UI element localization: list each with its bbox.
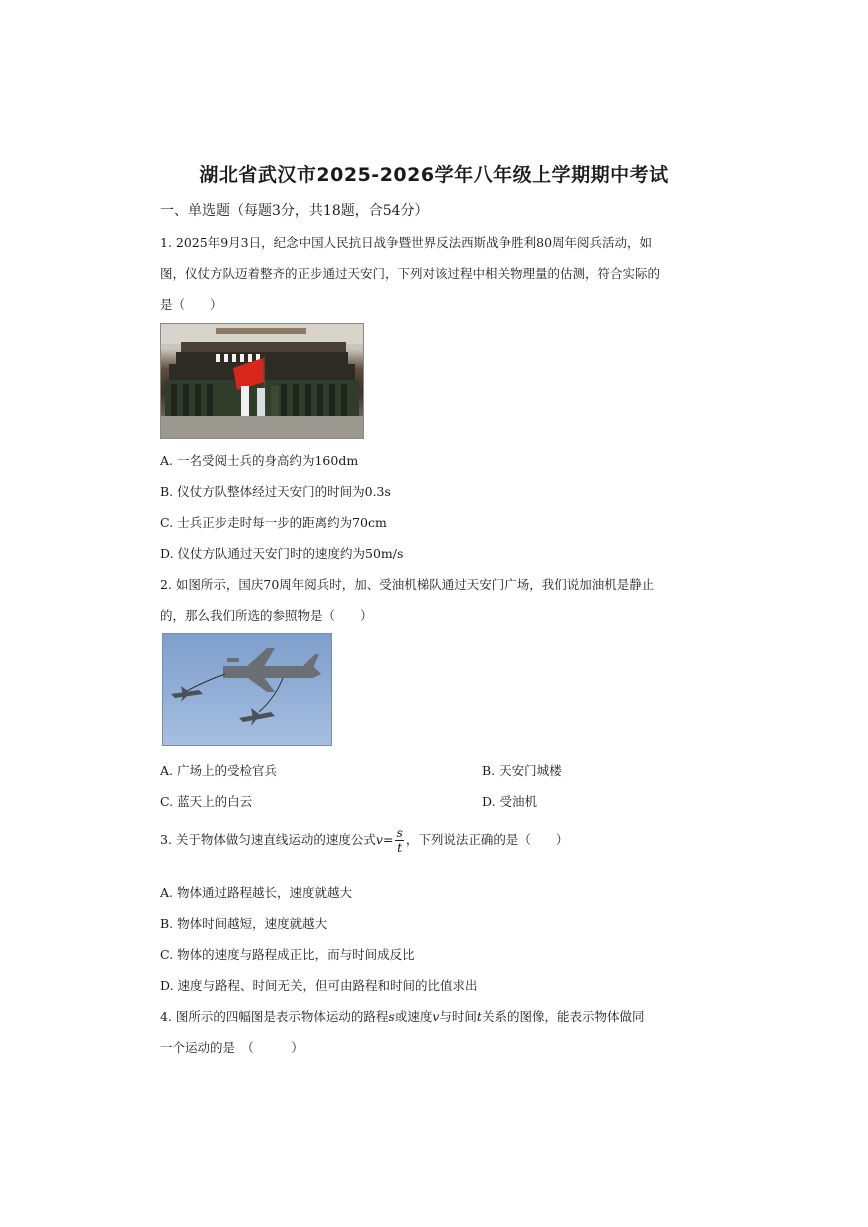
q2-option-a: A. 广场上的受检官兵 [160, 763, 277, 778]
q4-var-v: v [432, 1009, 440, 1024]
q1-line-3: 是（ ） [160, 297, 223, 312]
q1-option-b: B. 仪仗方队整体经过天安门的时间为0.3s [160, 484, 391, 499]
q4-text-b: 或速度 [394, 1009, 433, 1024]
q3-fraction [395, 826, 403, 855]
q1-line-1: 1. 2025年9月3日，纪念中国人民抗日战争暨世界反法西斯战争胜利80周年阅兵活动，如 [160, 235, 653, 250]
q3-denominator: t [397, 840, 403, 855]
q3-equals: = [382, 832, 394, 847]
q3-option-d: D. 速度与路程、时间无关，但可由路程和时间的比值求出 [160, 978, 478, 993]
q4-text-a: 4. 图所示的四幅图是表示物体运动的路程 [160, 1009, 389, 1024]
parade-photo [160, 323, 364, 439]
q4-line-2: 一个运动的是 （ ） [160, 1040, 304, 1055]
q4-text-c: 与时间 [439, 1009, 477, 1024]
q4-line-1 [160, 1007, 644, 1025]
q1-line-2: 图，仪仗方队迈着整齐的正步通过天安门，下列对该过程中相关物理量的估测，符合实际的 [160, 266, 661, 281]
q3-option-b: B. 物体时间越短，速度就越大 [160, 916, 328, 931]
q1-option-a: A. 一名受阅士兵的身高约为160dm [160, 453, 359, 468]
q3-option-c: C. 物体的速度与路程成正比，而与时间成反比 [160, 947, 415, 962]
q3-numerator: s [396, 825, 403, 840]
q1-option-c: C. 士兵正步走时每一步的距离约为70cm [160, 515, 387, 530]
q2-line-1: 2. 如图所示，国庆70周年阅兵时，加、受油机梯队通过天安门广场，我们说加油机是静止 [160, 577, 655, 592]
section-heading: 一、单选题（每题3分，共18题，合54分） [160, 203, 429, 219]
q2-option-b: B. 天安门城楼 [482, 763, 562, 778]
q4-var-t: t [476, 1009, 482, 1024]
refueling-photo [162, 633, 332, 746]
q3-suffix: ，下列说法正确的是（ ） [405, 832, 569, 847]
q2-option-d: D. 受油机 [482, 794, 538, 809]
exam-title: 湖北省武汉市2025-2026学年八年级上学期期中考试 [199, 164, 669, 186]
q4-text-d: 关系的图像，能表示物体做同 [481, 1009, 645, 1024]
q2-option-c: C. 蓝天上的白云 [160, 794, 253, 809]
q3-stem [160, 826, 568, 855]
q1-option-d: D. 仪仗方队通过天安门时的速度约为50m/s [160, 546, 404, 561]
q4-var-s: s [388, 1009, 395, 1024]
parade-illustration [161, 324, 363, 438]
q3-option-a: A. 物体通过路程越长，速度就越大 [160, 885, 352, 900]
q3-prefix: 3. 关于物体做匀速直线运动的速度公式 [160, 832, 376, 847]
q2-line-2: 的，那么我们所选的参照物是（ ） [160, 608, 373, 623]
refueling-illustration [163, 634, 331, 745]
q3-var-v: v [375, 832, 383, 847]
